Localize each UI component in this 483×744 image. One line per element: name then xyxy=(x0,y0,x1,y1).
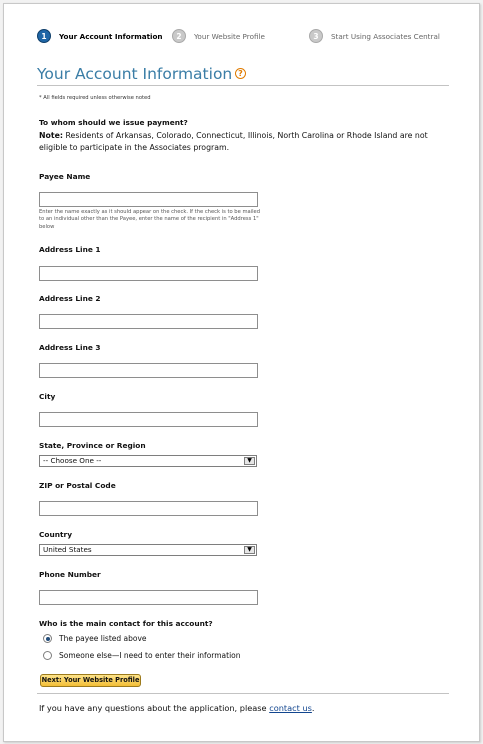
payee-name-label: Payee Name xyxy=(39,172,91,181)
address-line-2-label: Address Line 2 xyxy=(39,294,101,303)
title-divider xyxy=(37,85,449,86)
contact-us-link[interactable]: contact us xyxy=(269,703,312,713)
contact-option-payee[interactable] xyxy=(43,634,147,643)
form-panel xyxy=(3,3,480,742)
next-website-profile-button[interactable]: Next: Your Website Profile xyxy=(40,674,141,687)
city-label: City xyxy=(39,392,56,401)
state-selected-value: -- Choose One -- xyxy=(43,456,102,465)
help-icon[interactable]: ? xyxy=(235,68,246,79)
contact-option-someone-else[interactable] xyxy=(43,651,241,660)
note-label: Note: xyxy=(39,131,64,140)
city-input[interactable] xyxy=(39,412,258,427)
required-fields-note: * All fields required unless otherwise noted xyxy=(39,95,151,101)
address-line-3-input[interactable] xyxy=(39,363,258,378)
address-line-2-input[interactable] xyxy=(39,314,258,329)
address-line-1-label: Address Line 1 xyxy=(39,245,101,254)
state-label: State, Province or Region xyxy=(39,441,146,450)
radio-dot xyxy=(46,637,50,641)
chevron-down-icon[interactable]: ▼ xyxy=(244,457,255,465)
eligibility-note xyxy=(39,130,449,154)
step-2 xyxy=(172,29,265,43)
step-2-label: Your Website Profile xyxy=(194,31,265,41)
step-3-number: 3 xyxy=(309,29,323,43)
payee-name-input[interactable] xyxy=(39,192,258,207)
progress-steps xyxy=(4,29,479,45)
country-select[interactable] xyxy=(39,544,257,556)
step-1-number: 1 xyxy=(37,29,51,43)
contact-option-someone-else-label: Someone else—I need to enter their information xyxy=(59,651,241,660)
contact-question: Who is the main contact for this account? xyxy=(39,619,213,628)
country-selected-value: United States xyxy=(43,545,92,554)
address-line-1-input[interactable] xyxy=(39,266,258,281)
note-text: Residents of Arkansas, Colorado, Connecticut, Illinois, North Carolina or Rhode Island are not eligible to participate in the Associates program. xyxy=(39,131,428,152)
payee-name-hint: Enter the name exactly as it should appear on the check. If the check is to be mailed to an individual other than the Payee, enter the name of the recipient in "Address 1" below xyxy=(39,209,261,230)
footer-divider xyxy=(37,693,449,694)
radio-button-selected[interactable] xyxy=(43,634,52,643)
zip-label: ZIP or Postal Code xyxy=(39,481,116,490)
step-2-number: 2 xyxy=(172,29,186,43)
footer-message: If you have any questions about the application, please xyxy=(39,703,270,713)
footer-end: . xyxy=(311,703,315,713)
chevron-down-icon[interactable]: ▼ xyxy=(244,546,255,554)
address-line-3-label: Address Line 3 xyxy=(39,343,101,352)
phone-input[interactable] xyxy=(39,590,258,605)
zip-input[interactable] xyxy=(39,501,258,516)
contact-option-payee-label: The payee listed above xyxy=(59,634,147,643)
step-1 xyxy=(37,29,163,43)
state-select[interactable] xyxy=(39,455,257,467)
step-3 xyxy=(309,29,440,43)
payment-question: To whom should we issue payment? xyxy=(39,118,188,127)
page-title: Your Account Information xyxy=(37,65,233,83)
step-1-label: Your Account Information xyxy=(59,31,163,41)
radio-button[interactable] xyxy=(43,651,52,660)
country-label: Country xyxy=(39,530,73,539)
footer-text xyxy=(39,703,315,713)
step-3-label: Start Using Associates Central xyxy=(331,31,440,41)
phone-label: Phone Number xyxy=(39,570,101,579)
